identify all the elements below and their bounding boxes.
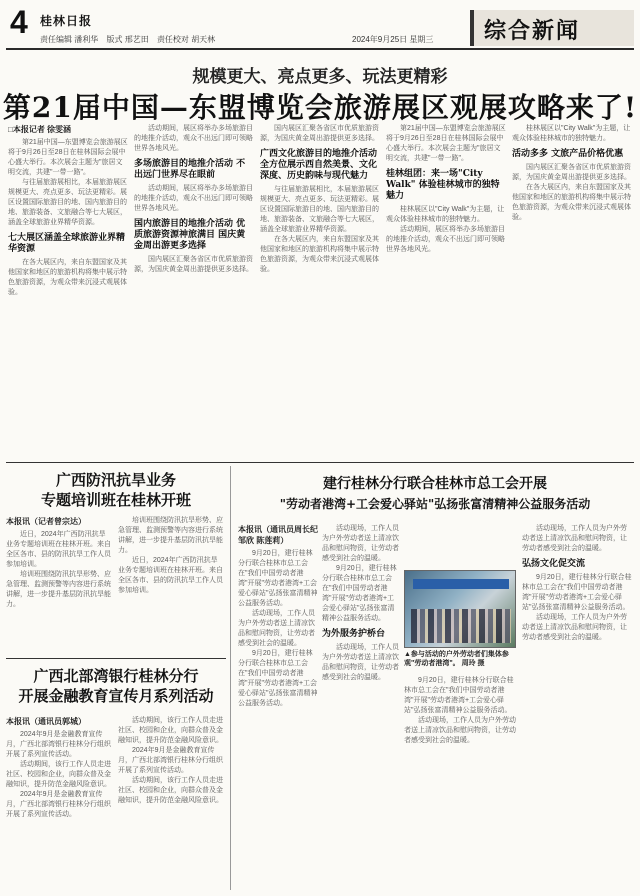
- photo-banner: [413, 579, 509, 589]
- section-banner: [470, 10, 634, 46]
- story-byline: 本报讯（记者曾宗达）: [6, 517, 86, 526]
- paper-name: 桂林日报: [40, 14, 93, 28]
- paragraph: 活动现场，工作人员为户外劳动者送上清凉饮品和慰问物资，让劳动者感受到社会的温暖。: [522, 614, 627, 641]
- lead-column-2: [134, 124, 254, 456]
- paragraph: 在各大展区内，来自东盟国家及其他国家和地区的旅游机构将集中展示特色旅游资源，为观众带来沉浸式观展体验。: [260, 236, 379, 273]
- editor-credit: 责任编辑 潘利华: [40, 35, 99, 44]
- story-title: 广西北部湾银行桂林分行: [33, 667, 199, 685]
- story-title: 专题培训班在桂林开班: [40, 491, 191, 509]
- editor-credits: [40, 34, 221, 45]
- subheading: 广西文化旅游目的地推介活动 全方位展示西自然美景、文化深度、历史韵味与现代魅力: [260, 149, 378, 181]
- paragraph: 9月20日，建行桂林分行联合桂林市总工会在"我们中国劳动者港湾"开展"劳动者港湾+工会爱心驿站"弘扬张富清精神公益服务活动。: [404, 677, 514, 714]
- paragraph: 国内展区汇聚各省区市优质旅游资源，为国庆黄金周出游提供更多选择。: [260, 125, 379, 142]
- section-divider: [6, 462, 634, 463]
- paragraph: 活动期间，该行工作人员走进社区、校园和企业，向群众普及金融知识，提升防范金融风险意识。: [118, 717, 223, 744]
- subheading: 多场旅游目的地推介活动 不出远门世界尽在眼前: [134, 159, 246, 180]
- paragraph: 活动期间，展区将举办多场旅游目的地推介活动，观众不出远门即可领略世界各地风光。: [134, 185, 253, 212]
- photo-people: [411, 609, 511, 643]
- paragraph: 桂林展区以"City Walk"为主题，让观众体验桂林城市的独特魅力。: [386, 206, 505, 223]
- paragraph: 第21届中国—东盟博览会旅游展区将于9月26日至28日在桂林国际会展中心盛大举行。本次展会主题为"旅居文明交流，共建"一带一路"。: [8, 139, 128, 176]
- section-title: 综合新闻: [484, 18, 581, 44]
- subheading: 桂林组团：来一场"City Walk" 体验桂林城市的独特魅力: [386, 169, 500, 201]
- right-story-header: [236, 474, 634, 514]
- story-byline: 本报讯（通讯员周长纪 邹欣 陈莲莉）: [238, 525, 318, 545]
- paragraph: 活动期间，该行工作人员走进社区、校园和企业，向群众普及金融知识，提升防范金融风险意识。: [118, 777, 223, 804]
- story-byline: 本报讯（通讯员郭城）: [6, 717, 86, 726]
- subheading: 七大展区涵盖全球旅游业界精华资源: [8, 233, 126, 254]
- paragraph: 与往届旅游展相比，本届旅游展区规模更大、亮点更多、玩法更精彩。展区设置国际旅游目的地、国内旅游目的地、旅游装备、文旅融合等七大展区，涵盖全球旅游业界精华资源。: [8, 179, 127, 226]
- paragraph: 2024年9月是金融教育宣传月，广西北部湾银行桂林分行组织开展了系列宣传活动。: [118, 747, 223, 774]
- right-column-3: [404, 676, 516, 890]
- paragraph: 9月20日，建行桂林分行联合桂林市总工会在"我们中国劳动者港湾"开展"劳动者港湾+工会爱心驿站"弘扬张富清精神公益服务活动。: [322, 565, 397, 622]
- news-photo: [404, 570, 516, 648]
- column-divider: [230, 466, 231, 890]
- issue-date: 2024年9月25日 星期三: [352, 35, 434, 44]
- right-column-4: [522, 524, 632, 890]
- paragraph: 国内展区汇聚各省区市优质旅游资源，为国庆黄金周出游提供更多选择。: [512, 164, 631, 181]
- left-box-body-3: [6, 716, 112, 886]
- paragraph: 9月20日，建行桂林分行联合桂林市总工会在"我们中国劳动者港湾"开展"劳动者港湾+工会爱心驿站"弘扬张富清精神公益服务活动。: [522, 574, 632, 611]
- paragraph: 2024年9月是金融教育宣传月，广西北部湾银行桂林分行组织开展了系列宣传活动。: [6, 731, 111, 758]
- paragraph: 在各大展区内，来自东盟国家及其他国家和地区的旅游机构将集中展示特色旅游资源，为观众带来沉浸式观展体验。: [8, 259, 127, 296]
- paragraph: 桂林展区以"City Walk"为主题，让观众体验桂林城市的独特魅力。: [512, 125, 631, 142]
- editor-credit: 责任校对 胡天林: [156, 35, 216, 44]
- left-box-body-2: [118, 516, 224, 654]
- subheading: 弘扬文化促交流: [522, 559, 586, 569]
- paragraph: 与往届旅游展相比，本届旅游展区规模更大、亮点更多、玩法更精彩。展区设置国际旅游目的地、国内旅游目的地、旅游装备、文旅融合等七大展区，涵盖全球旅游业界精华资源。: [260, 186, 379, 233]
- paragraph: 活动现场，工作人员为户外劳动者送上清凉饮品和慰问物资，让劳动者感受到社会的温暖。: [404, 717, 516, 744]
- lead-column-3: [260, 124, 380, 456]
- left-box-body-4: [118, 716, 224, 886]
- photo-caption: ▲参与活动的户外劳动者们集体参观"劳动者港湾"。 周玲 摄: [404, 651, 509, 667]
- paragraph: 第21届中国—东盟博览会旅游展区将于9月26日至28日在桂林国际会展中心盛大举行。本次展会主题为"旅居文明交流，共建"一带一路"。: [386, 125, 506, 162]
- story-divider: [6, 658, 226, 659]
- subheading: 活动多多 文旅产品价格优惠: [512, 149, 624, 159]
- masthead: [6, 4, 634, 50]
- lead-column-1: [8, 124, 128, 456]
- right-column-1: [238, 524, 318, 890]
- paragraph: 近日，2024年广西防汛抗旱业务专题培训班在桂林开班。来自全区各市、县的防汛抗旱工作人员参加培训。: [118, 557, 223, 594]
- paragraph: 2024年9月是金融教育宣传月，广西北部湾银行桂林分行组织开展了系列宣传活动。: [6, 791, 111, 818]
- paragraph: 近日，2024年广西防汛抗旱业务专题培训班在桂林开班。来自全区各市、县的防汛抗旱工作人员参加培训。: [6, 531, 111, 568]
- lead-kicker: 规模更大、亮点更多、玩法更精彩: [192, 67, 448, 87]
- story-title: 广西防汛抗旱业务: [55, 471, 176, 489]
- lead-column-4: [386, 124, 506, 456]
- left-box-body-1: [6, 516, 112, 654]
- lead-column-5: [512, 124, 632, 456]
- subheading: 为外服务护桥台: [322, 629, 386, 639]
- right-column-2: [322, 524, 400, 890]
- story-title: 开展金融教育宣传月系列活动: [18, 687, 214, 705]
- story-title: "劳动者港湾+工会爱心驿站"弘扬张富清精神公益服务活动: [279, 497, 591, 511]
- paragraph: 9月20日，建行桂林分行联合桂林市总工会在"我们中国劳动者港湾"开展"劳动者港湾+工会爱心驿站"弘扬张富清精神公益服务活动。: [238, 650, 318, 707]
- paragraph: 活动现场，工作人员为户外劳动者送上清凉饮品和慰问物资，让劳动者感受到社会的温暖。: [322, 525, 399, 562]
- paragraph: 培训班围绕防汛抗旱形势、应急管理、监测预警等内容进行系统讲解，进一步提升基层防汛抗旱能力。: [6, 571, 111, 608]
- left-news-box: [6, 470, 226, 890]
- paragraph: 活动期间，展区将举办多场旅游目的地推介活动，观众不出远门即可领略世界各地风光。: [134, 125, 253, 152]
- paragraph: 国内展区汇聚各省区市优质旅游资源，为国庆黄金周出游提供更多选择。: [134, 256, 253, 273]
- lead-headline: 第21届中国—东盟博览会旅游展区观展攻略来了!: [2, 91, 638, 124]
- paragraph: 活动现场，工作人员为户外劳动者送上清凉饮品和慰问物资，让劳动者感受到社会的温暖。: [522, 525, 627, 552]
- paragraph: 培训班围绕防汛抗旱形势、应急管理、监测预警等内容进行系统讲解，进一步提升基层防汛抗旱能力。: [118, 517, 223, 554]
- lead-byline: □本报记者 徐雯涵: [8, 125, 72, 134]
- editor-credit: 版式 邢艺田: [106, 35, 149, 44]
- subheading: 国内旅游目的地推介活动 优质旅游资源神旅满目 国庆黄金周出游更多选择: [134, 219, 246, 251]
- paragraph: 活动现场，工作人员为户外劳动者送上清凉饮品和慰问物资，让劳动者感受到社会的温暖。: [322, 644, 399, 681]
- paragraph: 活动期间，展区将举办多场旅游目的地推介活动，观众不出远门即可领略世界各地风光。: [386, 226, 505, 253]
- paragraph: 在各大展区内，来自东盟国家及其他国家和地区的旅游机构将集中展示特色旅游资源，为观众带来沉浸式观展体验。: [512, 184, 631, 221]
- paragraph: 9月20日，建行桂林分行联合桂林市总工会在"我们中国劳动者港湾"开展"劳动者港湾+工会爱心驿站"弘扬张富清精神公益服务活动。: [238, 550, 318, 607]
- page-number: 4: [10, 4, 28, 40]
- story-title: 建行桂林分行联合桂林市总工会开展: [323, 476, 547, 492]
- paragraph: 活动现场，工作人员为户外劳动者送上清凉饮品和慰问物资，让劳动者感受到社会的温暖。: [238, 610, 315, 647]
- paragraph: 活动期间，该行工作人员走进社区、校园和企业，向群众普及金融知识，提升防范金融风险意识。: [6, 761, 111, 788]
